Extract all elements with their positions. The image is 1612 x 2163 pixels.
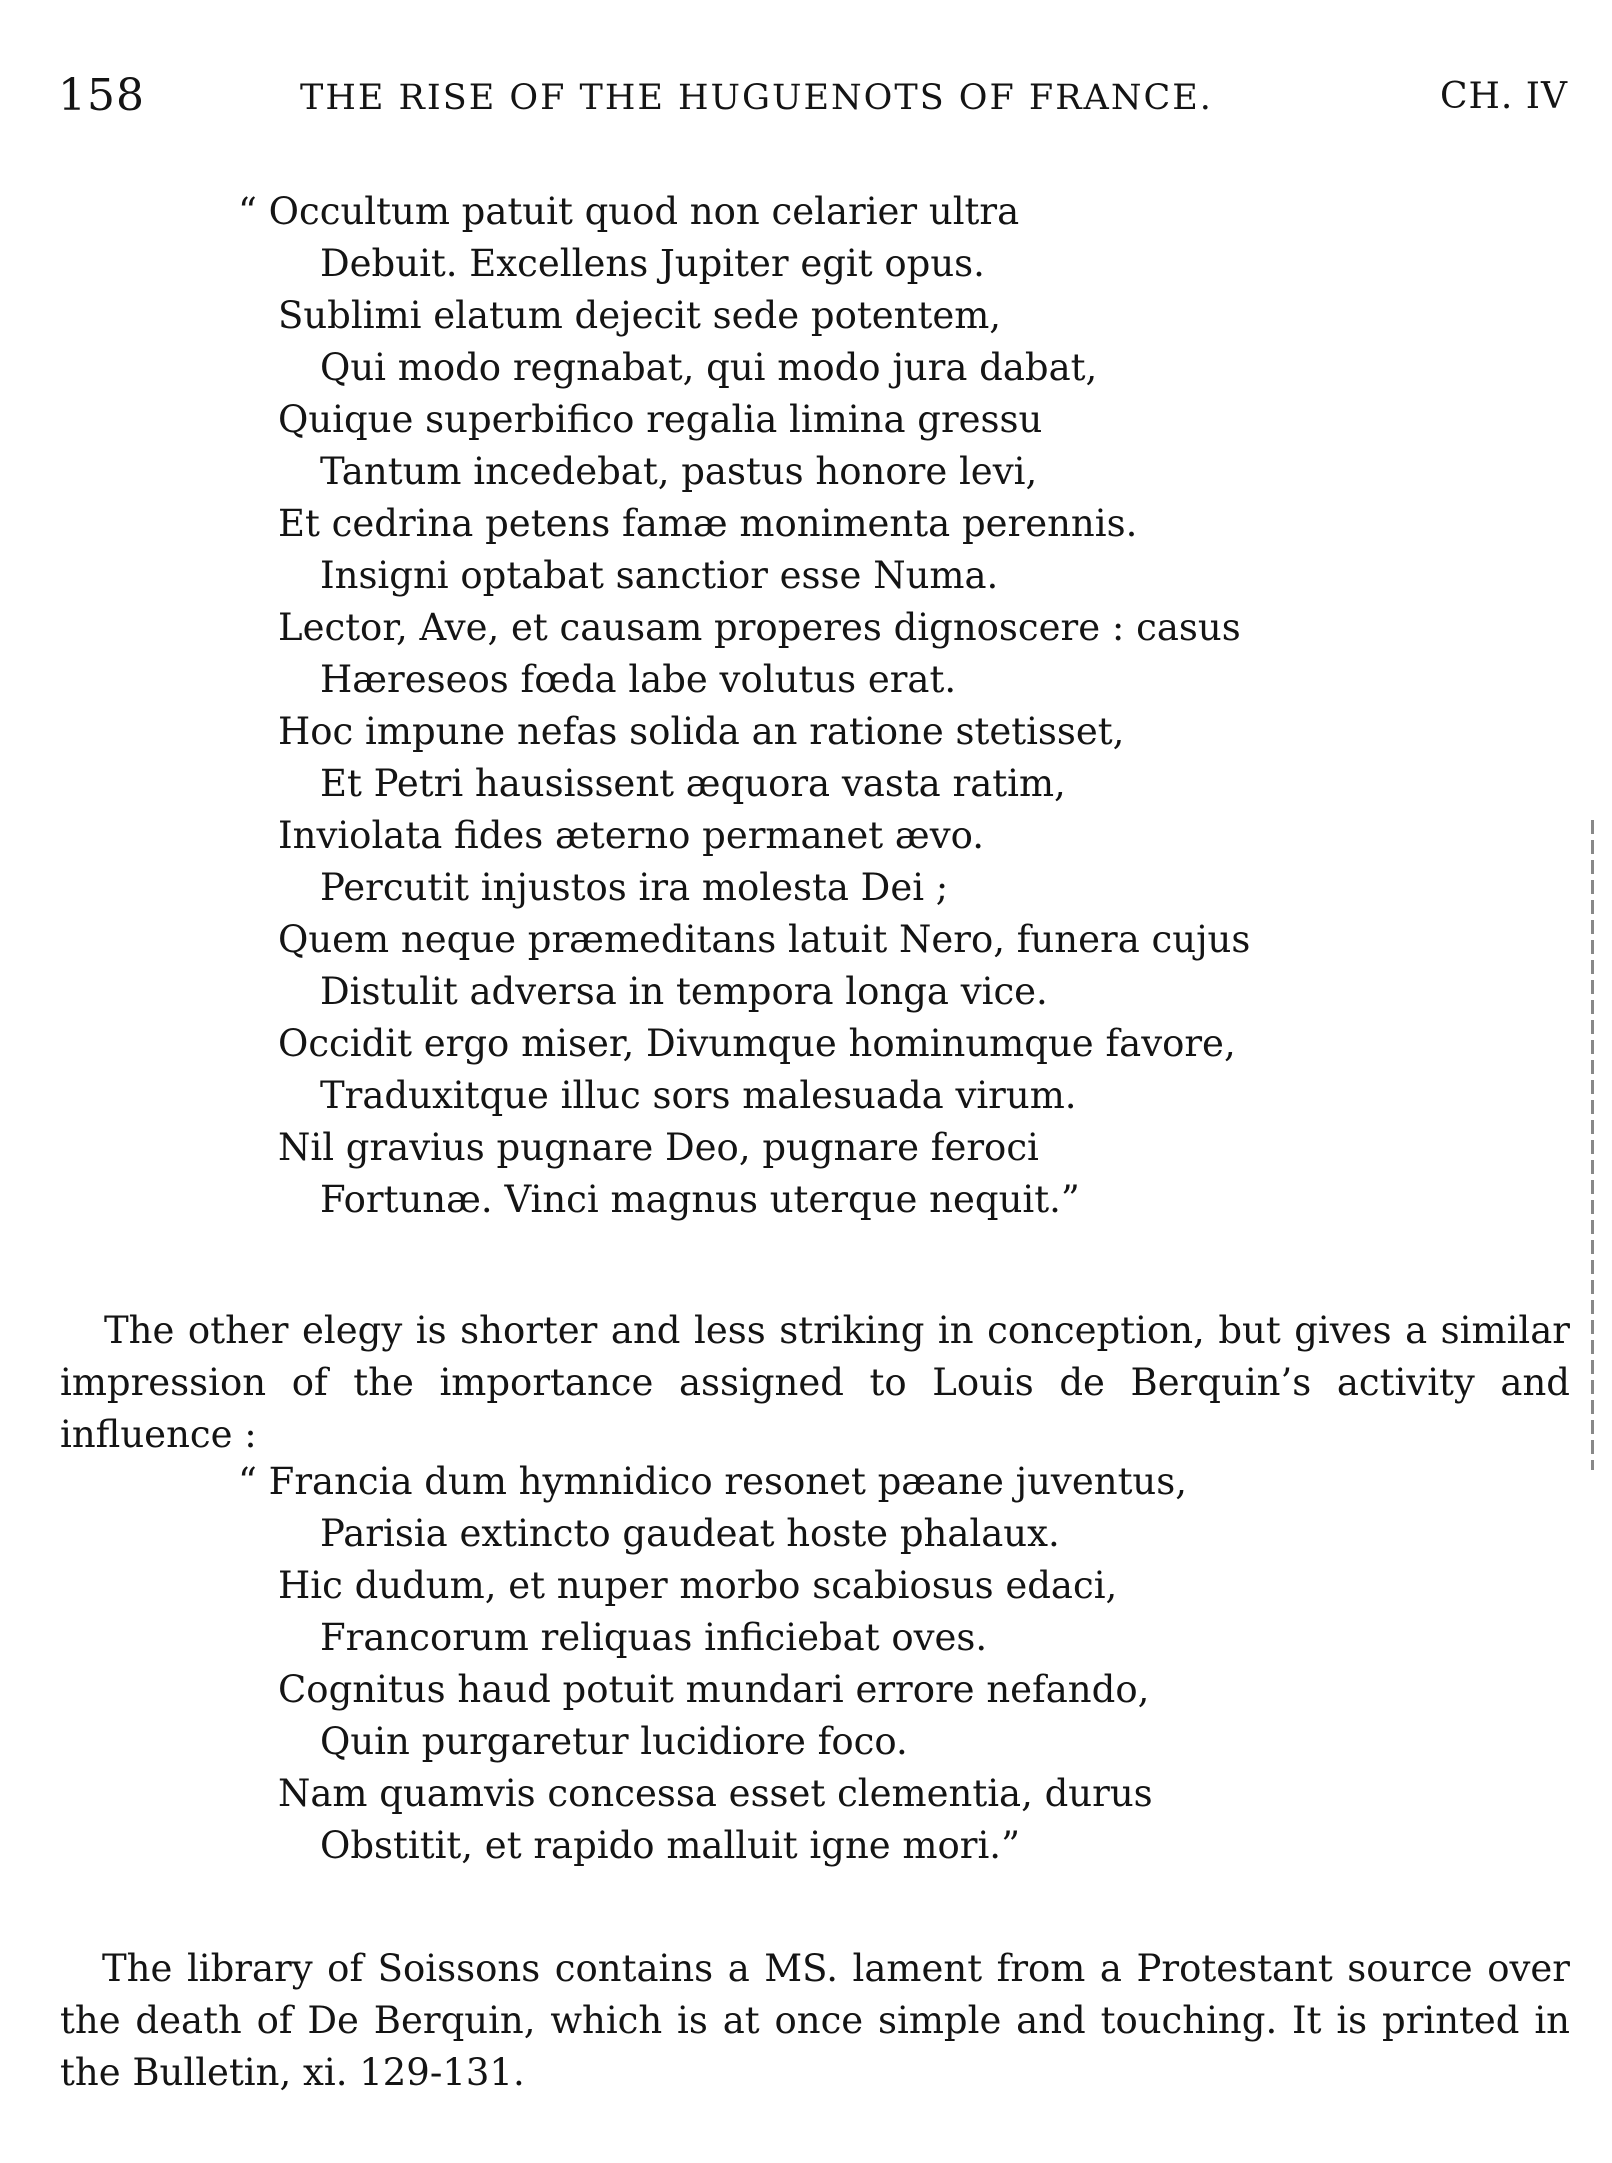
- verse-line: Cognitus haud potuit mundari errore nefando,: [278, 1668, 1150, 1711]
- verse-line: Quin purgaretur lucidiore foco.: [320, 1720, 908, 1763]
- page-header: [58, 70, 1568, 130]
- verse-line: “ Francia dum hymnidico resonet pæane juventus,: [238, 1460, 1188, 1503]
- elegy-two: [238, 1456, 1188, 1872]
- verse-line: Nam quamvis concessa esset clementia, durus: [278, 1772, 1153, 1815]
- verse-line: Hic dudum, et nuper morbo scabiosus edaci,: [278, 1564, 1118, 1607]
- verse-line: Distulit adversa in tempora longa vice.: [320, 970, 1048, 1013]
- page-number: 158: [58, 70, 145, 121]
- verse-line: Occidit ergo miser, Divumque hominumque favore,: [278, 1022, 1236, 1065]
- verse-line: Quique superbifico regalia limina gressu: [278, 398, 1043, 441]
- paragraph-soissons: The library of Soissons contains a MS. lament from a Protestant source over the death of De Berquin, which is at once simple and touching. It is printed in the Bulletin, xi. 129-131.: [60, 1947, 1570, 2094]
- verse-line: Et cedrina petens famæ monimenta perennis.: [278, 502, 1138, 545]
- verse-line: “ Occultum patuit quod non celarier ultra: [238, 190, 1020, 233]
- margin-scan-mark: [1591, 820, 1594, 1470]
- verse-line: Percutit injustos ira molesta Dei ;: [320, 866, 949, 909]
- verse-line: Nil gravius pugnare Deo, pugnare feroci: [278, 1126, 1039, 1169]
- verse-line: Parisia extincto gaudeat hoste phalaux.: [320, 1512, 1060, 1555]
- verse-line: Sublimi elatum dejecit sede potentem,: [278, 294, 1002, 337]
- verse-line: Hoc impune nefas solida an ratione stetisset,: [278, 710, 1125, 753]
- verse-line: Inviolata fides æterno permanet ævo.: [278, 814, 984, 857]
- verse-line: Lector, Ave, et causam properes dignoscere : casus: [278, 606, 1241, 649]
- verse-line: Quem neque præmeditans latuit Nero, funera cujus: [278, 918, 1251, 961]
- verse-line: Tantum incedebat, pastus honore levi,: [320, 450, 1038, 493]
- verse-line: Et Petri hausissent æquora vasta ratim,: [320, 762, 1066, 805]
- verse-line: Obstitit, et rapido malluit igne mori.”: [320, 1824, 1020, 1867]
- verse-line: Francorum reliquas inficiebat oves.: [320, 1616, 988, 1659]
- verse-line: Hæreseos fœda labe volutus erat.: [320, 658, 957, 701]
- verse-line: Debuit. Excellens Jupiter egit opus.: [320, 242, 985, 285]
- verse-line: Traduxitque illuc sors malesuada virum.: [320, 1074, 1077, 1117]
- running-title: THE RISE OF THE HUGUENOTS OF FRANCE.: [300, 78, 1213, 118]
- chapter-label: CH. IV: [1439, 76, 1568, 117]
- verse-line: Qui modo regnabat, qui modo jura dabat,: [320, 346, 1098, 389]
- paragraph-other-elegy: The other elegy is shorter and less striking in conception, but gives a similar impression of the importance assigned to Louis de Berquin’s activity and influence :: [60, 1309, 1570, 1456]
- elegy-one: [238, 186, 1251, 1226]
- verse-line: Insigni optabat sanctior esse Numa.: [320, 554, 999, 597]
- verse-line: Fortunæ. Vinci magnus uterque nequit.”: [320, 1178, 1080, 1221]
